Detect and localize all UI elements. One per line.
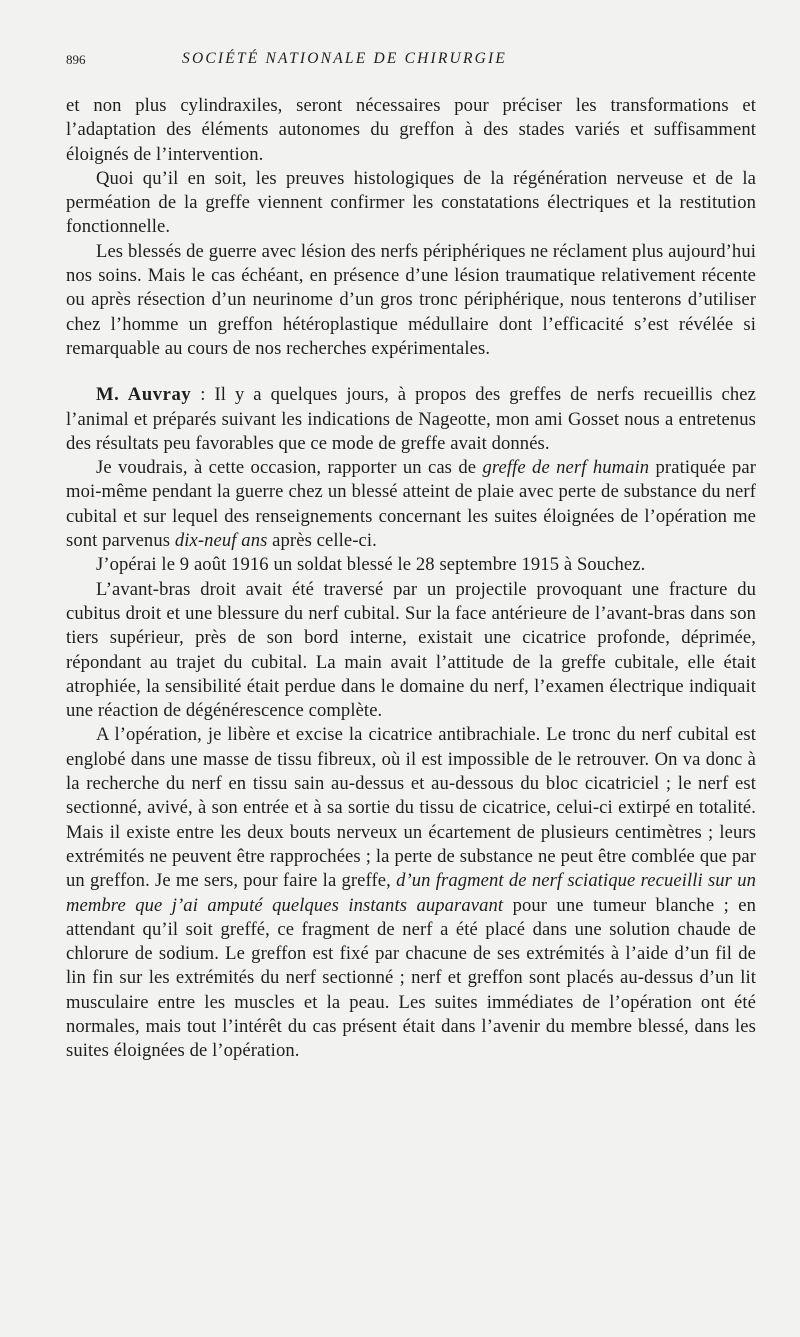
italic-phrase: dix-neuf ans: [174, 530, 268, 552]
paragraph-auvray-intro: [66, 383, 756, 456]
page-number: 896: [66, 52, 86, 67]
paragraph-continuation: et non plus cylindraxiles, seront nécessaires pour préciser les transformations et l’adaptation des éléments autonomes du greffon à des stades variés et suffisamment éloignés de l’intervention.: [66, 95, 756, 165]
body-text: [66, 94, 756, 1064]
paragraph-text: A l’opération, je libère et excise la cicatrice antibrachiale. Le tronc du nerf cubital est englobé dans une masse de tissu fibreux, où il est impossible de le retrouver. On va donc à la recherche du nerf en tissu sain au-dessus et au-dessous du bloc cicatriciel ; le nerf est sectionné, avivé, à son entrée et à sa sortie du tissu de cicatrice, celui-ci extirpé en totalité. Mais il existe entre les deux bouts nerveux un écartement de plusieurs centimètres ; leurs extrémités ne peuvent être rapprochées ; la perte de substance ne peut être comblée que par un greffon. Je me sers, pour faire la greffe,: [66, 724, 756, 892]
paragraph-histology: Quoi qu’il en soit, les preuves histologiques de la régénération nerveuse et de la perméation de la greffe viennent confirmer les constatations électriques et la restitution fonctionnelle.: [66, 167, 756, 238]
paragraph-text: après celle-ci.: [267, 530, 377, 552]
paragraph-text: pour une tumeur blanche ; en attendant qu’il soit greffé, ce fragment de nerf a été placé dans une solution chaude de chlorure de sodium. Le greffon est fixé par chacune de ses extrémités à l’aide d’un fil de lin fin sur les extrémités du nerf sectionné ; nerf et greffon sont placés au-dessus d’un lit musculaire entre les muscles et la peau. Les suites immédiates de l’opération ont été normales, mais tout l’intérêt du cas présent était dans l’avenir du membre blessé, dans les suites éloignées de l’opération.: [66, 894, 756, 1062]
paragraph-operation-date: J’opérai le 9 août 1916 un soldat blessé le 28 septembre 1915 à Souchez.: [96, 554, 646, 576]
paragraph-war-wounded: Les blessés de guerre avec lésion des nerfs périphériques ne réclament plus aujourd’hui nos soins. Mais le cas échéant, en présence d’une lésion traumatique relativement récente ou après résection d’un neurinome d’un gros tronc périphérique, nous tenterons d’utiliser chez l’homme un greffon hétéroplastique médullaire dont l’efficacité s’est révélée si remarquable au cours de nos recherches expérimentales.: [66, 240, 756, 359]
speaker-name: M. Auvray: [96, 384, 192, 406]
paragraph-text: pratiquée par moi-même pendant la guerre chez un blessé atteint de plaie avec perte de substance du nerf cubital et sur lequel des renseignements concernant les suites éloignées de l’opération me sont parvenus: [66, 457, 756, 552]
running-title: SOCIÉTÉ NATIONALE DE CHIRURGIE: [182, 50, 508, 67]
italic-phrase: d’un fragment de nerf sciatique recueilli sur un membre que j’ai amputé quelques instants auparavant: [66, 870, 757, 916]
page-header: [66, 50, 756, 74]
paragraph-operation: [66, 723, 756, 1063]
paragraph-text: Je voudrais, à cette occasion, rapporter un cas de: [96, 457, 483, 479]
italic-phrase: greffe de nerf humain: [482, 457, 650, 479]
paragraph-injury: L’avant-bras droit avait été traversé par un projectile provoquant une fracture du cubitus droit et une blessure du nerf cubital. Sur la face antérieure de l’avant-bras dans son tiers supérieur, près de son bord interne, existait une cicatrice profonde, déprimée, répondant au trajet du cubital. La main avait l’attitude de la greffe cubitale, elle était atrophiée, la sensibilité était perdue dans le domaine du nerf, l’examen électrique indiquait une réaction de dégénérescence complète.: [66, 578, 756, 722]
document-page: [66, 50, 757, 1062]
paragraph-case-report: [66, 456, 756, 553]
paragraph-text: : Il y a quelques jours, à propos des greffes de nerfs recueillis chez l’animal et préparés suivant les indications de Nageotte, mon ami Gosset nous a entretenus des résultats peu favorables que ce mode de greffe avait donnés.: [66, 384, 756, 454]
